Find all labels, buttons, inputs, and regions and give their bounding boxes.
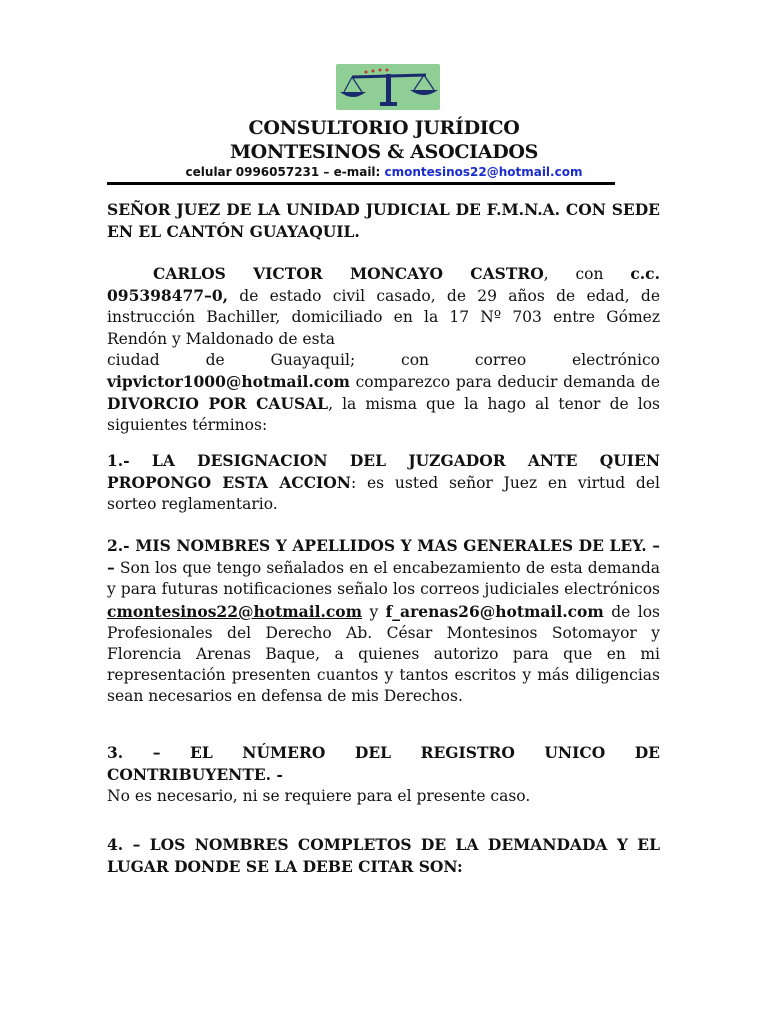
- section-2-heading: 2.- MIS NOMBRES Y APELLIDOS Y MAS GENERALES DE LEY. – –: [107, 536, 660, 578]
- firm-name-line2: MONTESINOS & ASOCIADOS: [229, 141, 539, 163]
- section-3: [107, 742, 660, 808]
- contact-prefix: celular 0996057231 – e-mail:: [185, 165, 385, 179]
- contact-line: [0, 164, 768, 180]
- plaintiff-id: c.c. 095398477–0,: [107, 264, 660, 306]
- section-1: 1.- LA DESIGNACION DEL JUZGADOR ANTE QUIEN PROPONGO ESTA ACCION: es usted señor Juez en virtud del sorteo reglamentario.: [107, 451, 660, 514]
- section-3-heading: 3. – EL NÚMERO DEL REGISTRO UNICO DE CONTRIBUYENTE. -: [107, 743, 660, 785]
- scales-of-justice-icon: [336, 64, 440, 110]
- section-3-text: No es necesario, ni se requiere para el presente caso.: [107, 787, 531, 806]
- section-4: [107, 834, 660, 878]
- section-2: 2.- MIS NOMBRES Y APELLIDOS Y MAS GENERALES DE LEY. – – Son los que tengo señalados en el encabezamiento de esta demanda y para futuras notificaciones señalo los correos judiciales electrónicos cmontesinos22@hotmail.com y f_arenas26@hotmail.com de los Profesionales del Derecho Ab. César Montesinos Sotomayor y Florencia Arenas Baque, a quienes autorizo para que en mi representación presenten cuantos y tantos escritos y más diligencias sean necesarios en defensa de mis Derechos.: [107, 536, 660, 706]
- divorce-type: DIVORCIO POR CAUSAL: [107, 394, 329, 414]
- section-1-heading: 1.- LA DESIGNACION DEL JUZGADOR ANTE QUIEN PROPONGO ESTA ACCION: [107, 451, 660, 493]
- lawyer-email-2[interactable]: f_arenas26@hotmail.com: [385, 601, 604, 621]
- intro-paragraph: CARLOS VICTOR MONCAYO CASTRO, con c.c. 095398477–0, de estado civil casado, de 29 años de edad, de instrucción Bachiller, domiciliado en la 17 Nº 703 entre Gómez Rendón y Maldonado de esta ciudad de Guayaquil; con correo electrónico vipvictor1000@hotmail.com comparezco para deducir demanda de DIVORCIO POR CAUSAL, la misma que la hago al tenor de los siguientes términos:: [107, 264, 660, 435]
- addressee: SEÑOR JUEZ DE LA UNIDAD JUDICIAL DE F.M.N.A. CON SEDE EN EL CANTÓN GUAYAQUIL.: [107, 200, 660, 242]
- plaintiff-name: CARLOS VICTOR MONCAYO CASTRO: [153, 264, 544, 283]
- lawyer-email-1[interactable]: cmontesinos22@hotmail.com: [107, 601, 363, 621]
- section-4-heading: 4. – LOS NOMBRES COMPLETOS DE LA DEMANDADA Y EL LUGAR DONDE SE LA DEBE CITAR SON:: [107, 835, 660, 877]
- header-divider: [107, 182, 615, 185]
- contact-email-link[interactable]: cmontesinos22@hotmail.com: [384, 165, 583, 179]
- firm-name-line1: CONSULTORIO JURÍDICO: [248, 117, 520, 139]
- plaintiff-email: vipvictor1000@hotmail.com: [107, 372, 350, 392]
